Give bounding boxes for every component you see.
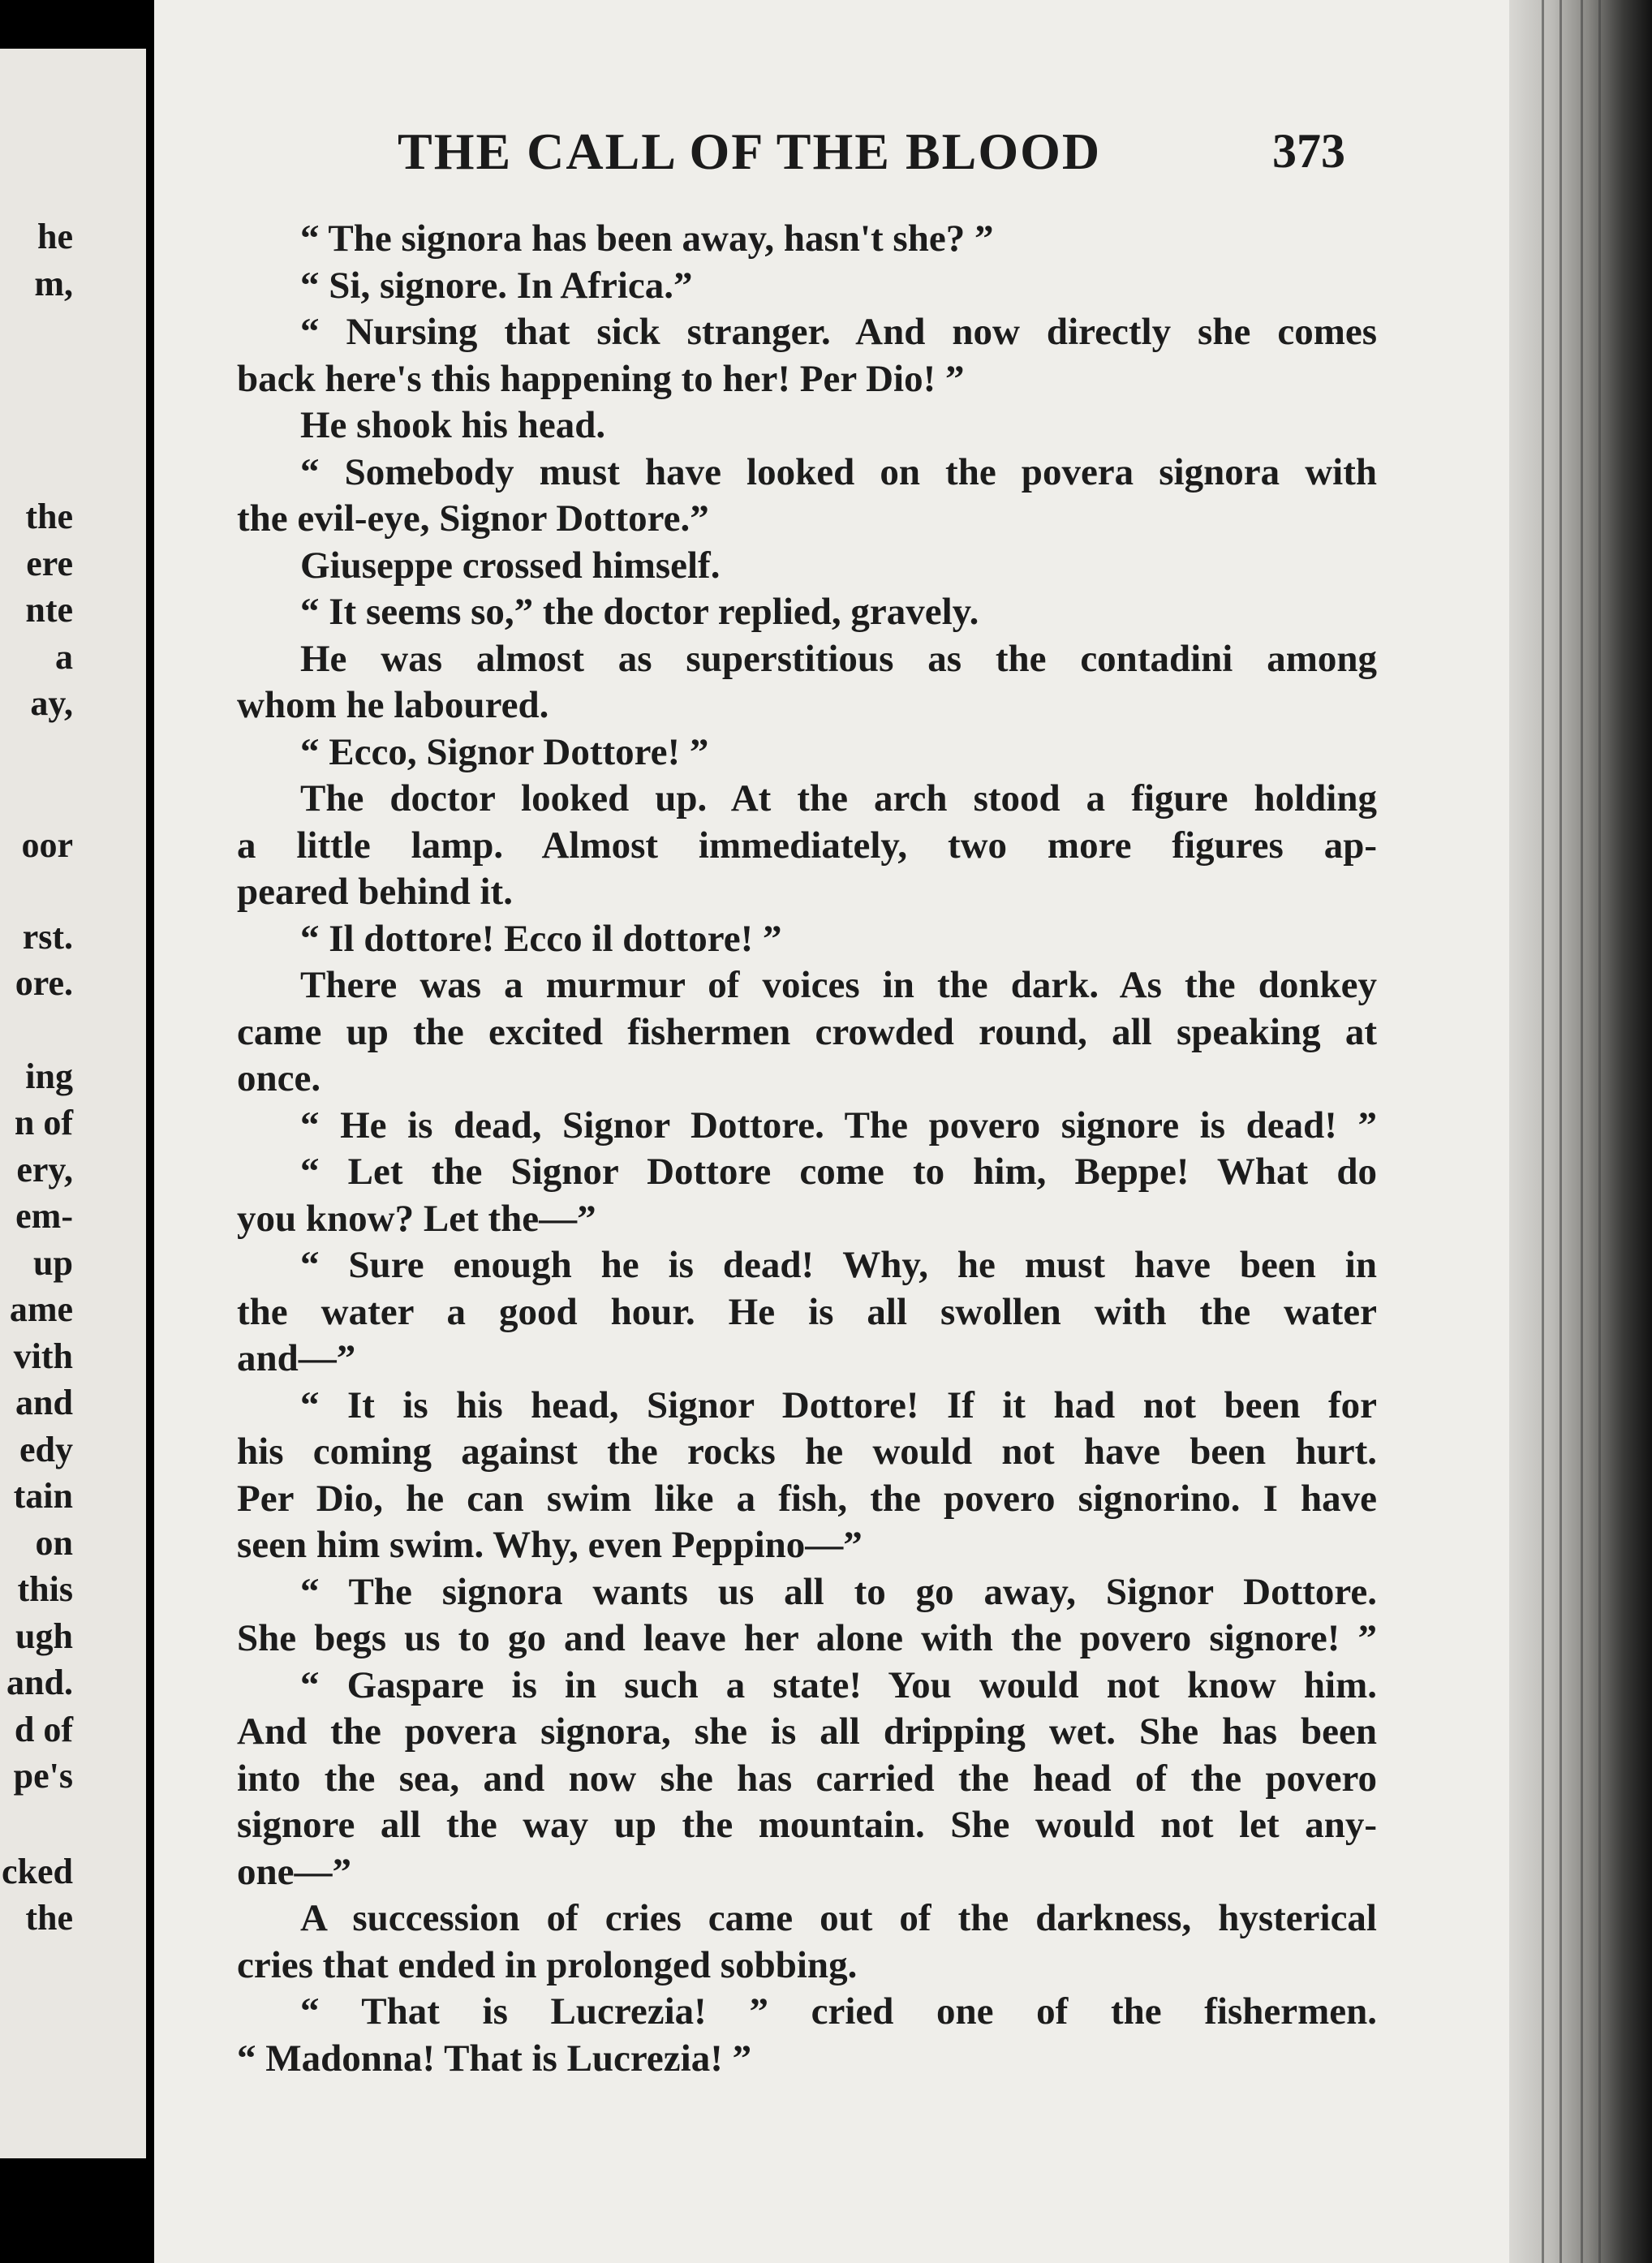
facing-page-fragment: and	[15, 1383, 73, 1422]
text-line: “ Sure enough he is dead! Why, he must have been in	[300, 1244, 1377, 1286]
text-line: “ Gaspare is in such a state! You would not know him.	[300, 1663, 1377, 1706]
text-line: seen him swim. Why, even Peppino—”	[237, 1524, 863, 1566]
facing-page-fragment: oor	[21, 825, 73, 865]
facing-page-fragment: tain	[13, 1476, 73, 1516]
text-line: “ Madonna! That is Lucrezia! ”	[237, 2037, 752, 2080]
facing-page-fragment: and.	[6, 1663, 73, 1702]
facing-page-fragment: this	[17, 1569, 73, 1609]
text-line: “ The signora has been away, hasn't she? ”	[300, 217, 994, 260]
text-line: And the povera signora, she is all dripping wet. She has been	[237, 1710, 1377, 1753]
text-line: once.	[237, 1057, 321, 1099]
text-line: The doctor looked up. At the arch stood a figure holding	[300, 777, 1377, 820]
facing-page-fragment: ere	[26, 544, 73, 583]
text-line: She begs us to go and leave her alone with the povero signore! ”	[237, 1617, 1377, 1659]
facing-page-fragment: em-	[15, 1196, 73, 1236]
facing-page-fragment: m,	[34, 264, 73, 303]
text-line: into the sea, and now she has carried the head of the povero	[237, 1757, 1377, 1800]
facing-page-fragment: he	[37, 217, 73, 256]
text-line: and—”	[237, 1337, 356, 1379]
text-line: Giuseppe crossed himself.	[300, 544, 721, 587]
text-line: a little lamp. Almost immediately, two more figures ap-	[237, 824, 1377, 867]
facing-page-fragment: n of	[14, 1103, 73, 1142]
facing-page-fragment: on	[35, 1523, 73, 1563]
text-line: back here's this happening to her! Per Dio! ”	[237, 357, 965, 400]
text-line: “ Si, signore. In Africa.”	[300, 264, 693, 307]
text-line: peared behind it.	[237, 871, 513, 913]
facing-page-fragment: ame	[9, 1289, 73, 1329]
text-line: “ Il dottore! Ecco il dottore! ”	[300, 917, 782, 960]
facing-page-fragment: pe's	[13, 1756, 73, 1796]
text-line: “ The signora wants us all to go away, Signor Dottore.	[300, 1570, 1377, 1613]
page-edge-line	[1542, 0, 1544, 2263]
facing-page-fragment: ay,	[30, 683, 73, 723]
text-line: “ He is dead, Signor Dottore. The povero signore is dead! ”	[300, 1104, 1377, 1147]
facing-page-fragment: ore.	[15, 963, 73, 1003]
text-line: “ Somebody must have looked on the povera signora with	[300, 450, 1377, 493]
facing-page-fragment: rst.	[22, 917, 73, 957]
facing-page-fragment: up	[33, 1243, 73, 1283]
facing-page-fragment: the	[25, 1898, 73, 1938]
text-line: “ Ecco, Signor Dottore! ”	[300, 730, 709, 773]
text-line: you know? Let the—”	[237, 1197, 596, 1240]
text-line: cries that ended in prolonged sobbing.	[237, 1943, 858, 1986]
text-line: A succession of cries came out of the darkness, hysterical	[300, 1897, 1377, 1939]
facing-page-fragment: ugh	[15, 1616, 73, 1656]
text-line: one—”	[237, 1850, 351, 1893]
text-line: He was almost as superstitious as the contadini among	[300, 637, 1377, 680]
facing-page-fragment: d of	[14, 1710, 73, 1749]
page-edge-line	[1560, 0, 1562, 2263]
facing-page-fragment: ing	[25, 1056, 73, 1096]
page-edge-line	[1598, 0, 1601, 2263]
text-line: signore all the way up the mountain. She would not let any-	[237, 1804, 1377, 1846]
page-number: 373	[1272, 124, 1345, 178]
facing-page-fragment: vith	[13, 1336, 73, 1376]
text-line: Per Dio, he can swim like a fish, the povero signorino. I have	[237, 1477, 1377, 1520]
text-line: whom he laboured.	[237, 684, 549, 726]
text-line: his coming against the rocks he would not have been hurt.	[237, 1431, 1377, 1473]
facing-page-fragment: the	[25, 497, 73, 536]
facing-page-fragment: cked	[2, 1852, 73, 1891]
page-edge-stack	[1509, 0, 1652, 2263]
text-line: the evil-eye, Signor Dottore.”	[237, 497, 709, 540]
facing-page-fragment: nte	[25, 590, 73, 630]
text-line: “ That is Lucrezia! ” cried one of the fishermen.	[300, 1990, 1377, 2033]
text-line: “ Let the Signor Dottore come to him, Beppe! What do	[300, 1151, 1377, 1193]
facing-page-fragment: edy	[19, 1430, 73, 1469]
body-text	[237, 216, 1377, 2082]
text-line: “ Nursing that sick stranger. And now directly she comes	[300, 311, 1377, 353]
facing-page-fragment: a	[55, 637, 73, 677]
text-line: the water a good hour. He is all swollen with the water	[237, 1290, 1377, 1333]
page-edge-line	[1581, 0, 1583, 2263]
facing-page-fragment: ery,	[16, 1150, 73, 1190]
text-line: He shook his head.	[300, 404, 606, 446]
text-line: “ It is his head, Signor Dottore! If it had not been for	[300, 1383, 1377, 1426]
text-line: There was a murmur of voices in the dark. As the donkey	[300, 964, 1377, 1006]
running-head: THE CALL OF THE BLOOD	[398, 123, 1102, 180]
facing-page-sliver	[0, 49, 146, 2158]
text-line: came up the excited fishermen crowded round, all speaking at	[237, 1010, 1377, 1053]
text-line: “ It seems so,” the doctor replied, gravely.	[300, 591, 979, 633]
